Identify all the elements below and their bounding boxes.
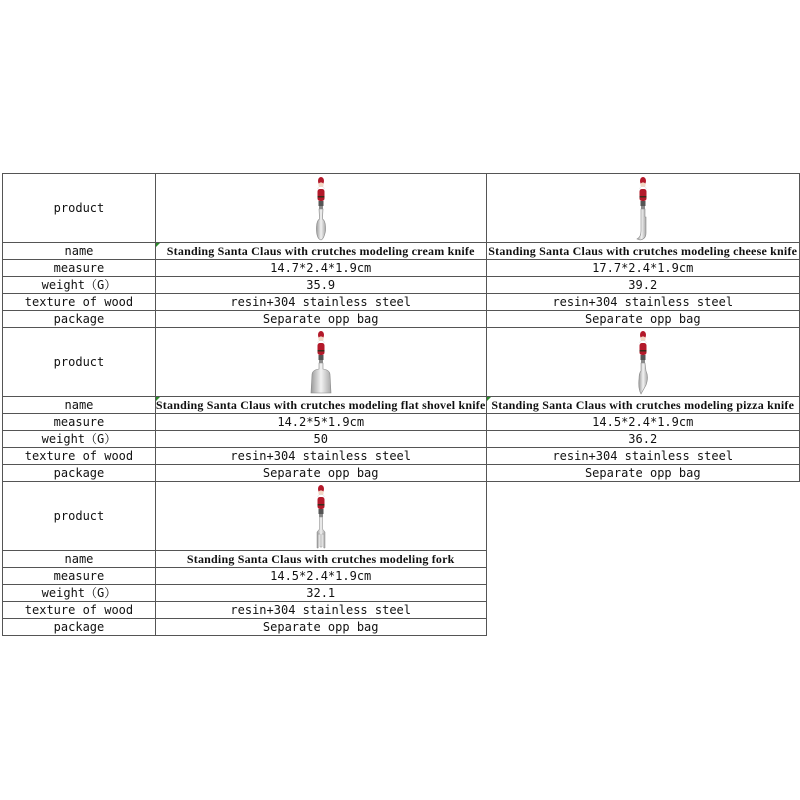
- weight-label: weight（G）: [3, 585, 156, 602]
- cheese-knife-icon: [629, 175, 657, 241]
- product-spec-table: [2, 173, 800, 636]
- package-value: Separate opp bag: [486, 311, 800, 328]
- product-label: product: [3, 482, 156, 551]
- weight-value: 50: [155, 431, 486, 448]
- flat-shovel-knife-icon: [303, 329, 339, 395]
- texture-label: texture of wood: [3, 294, 156, 311]
- product-image-cell: [155, 174, 486, 243]
- measure-value: 14.7*2.4*1.9cm: [155, 260, 486, 277]
- product-image-cell: [155, 482, 486, 551]
- product-name: Standing Santa Claus with crutches modeling fork: [186, 552, 455, 566]
- product-label: product: [3, 328, 156, 397]
- measure-value: 14.5*2.4*1.9cm: [155, 568, 486, 585]
- cell-marker: [487, 397, 491, 401]
- texture-label: texture of wood: [3, 448, 156, 465]
- package-label: package: [3, 311, 156, 328]
- texture-value: resin+304 stainless steel: [155, 294, 486, 311]
- texture-value: resin+304 stainless steel: [155, 602, 486, 619]
- name-label: name: [3, 551, 156, 568]
- measure-label: measure: [3, 414, 156, 431]
- name-label: name: [3, 397, 156, 414]
- cream-knife-icon: [307, 175, 335, 241]
- weight-value: 32.1: [155, 585, 486, 602]
- texture-value: resin+304 stainless steel: [486, 448, 800, 465]
- measure-value: 17.7*2.4*1.9cm: [486, 260, 800, 277]
- product-name: Standing Santa Claus with crutches modeling flat shovel knife: [155, 398, 486, 412]
- product-name: Standing Santa Claus with crutches modeling cheese knife: [488, 244, 798, 258]
- package-label: package: [3, 619, 156, 636]
- name-label: name: [3, 243, 156, 260]
- measure-label: measure: [3, 260, 156, 277]
- product-image-cell: [486, 328, 800, 397]
- fork-icon: [307, 483, 335, 549]
- product-name-cell: [155, 551, 486, 568]
- package-label: package: [3, 465, 156, 482]
- weight-value: 36.2: [486, 431, 800, 448]
- texture-value: resin+304 stainless steel: [486, 294, 800, 311]
- weight-value: 39.2: [486, 277, 800, 294]
- package-value: Separate opp bag: [155, 619, 486, 636]
- measure-label: measure: [3, 568, 156, 585]
- package-value: Separate opp bag: [155, 465, 486, 482]
- product-name-cell: [155, 243, 486, 260]
- cell-marker: [156, 243, 160, 247]
- package-value: Separate opp bag: [486, 465, 800, 482]
- pizza-knife-icon: [629, 329, 657, 395]
- weight-label: weight（G）: [3, 431, 156, 448]
- product-name-cell: [155, 397, 486, 414]
- product-label: product: [3, 174, 156, 243]
- measure-value: 14.2*5*1.9cm: [155, 414, 486, 431]
- product-name-cell: [486, 397, 800, 414]
- texture-value: resin+304 stainless steel: [155, 448, 486, 465]
- weight-label: weight（G）: [3, 277, 156, 294]
- product-name: Standing Santa Claus with crutches modeling pizza knife: [491, 398, 795, 412]
- product-image-cell: [155, 328, 486, 397]
- measure-value: 14.5*2.4*1.9cm: [486, 414, 800, 431]
- package-value: Separate opp bag: [155, 311, 486, 328]
- product-name-cell: [486, 243, 800, 260]
- product-image-cell: [486, 174, 800, 243]
- product-name: Standing Santa Claus with crutches modeling cream knife: [166, 244, 475, 258]
- cell-marker: [156, 397, 160, 401]
- texture-label: texture of wood: [3, 602, 156, 619]
- weight-value: 35.9: [155, 277, 486, 294]
